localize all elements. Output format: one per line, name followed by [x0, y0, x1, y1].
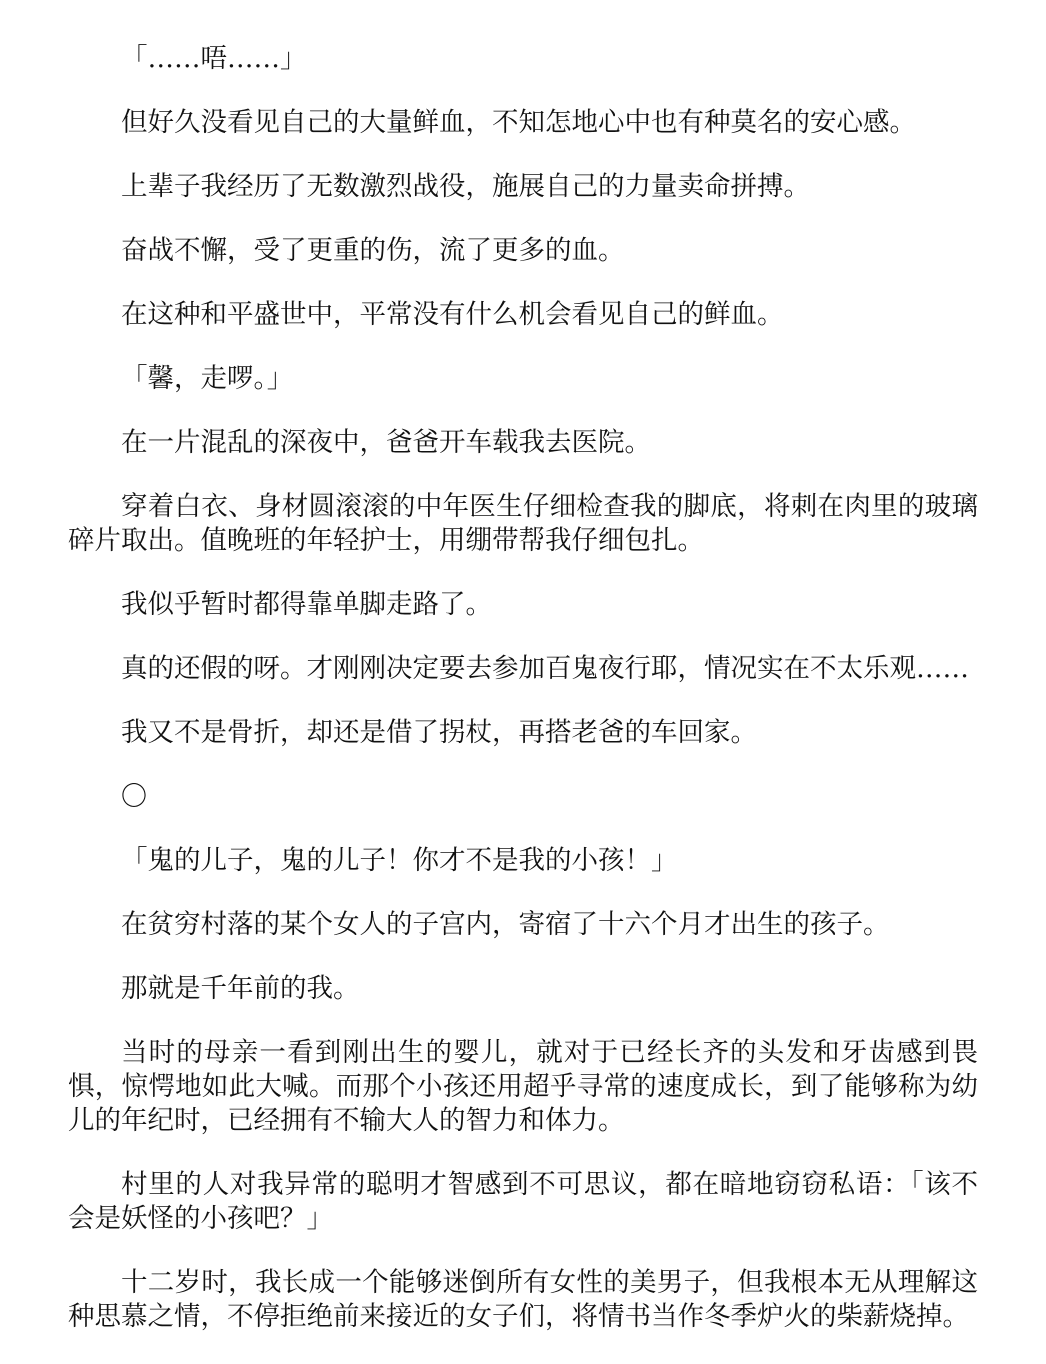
paragraph: 我似乎暂时都得靠单脚走路了。: [121, 589, 492, 620]
paragraph: 真的还假的呀。才刚刚决定要去参加百鬼夜行耶，情况实在不太乐观……: [121, 653, 969, 684]
paragraph: 「鬼的儿子，鬼的儿子！你才不是我的小孩！」: [121, 845, 678, 876]
paragraph: 奋战不懈，受了更重的伤，流了更多的血。: [121, 235, 625, 266]
paragraph: 上辈子我经历了无数激烈战役，施展自己的力量卖命拼搏。: [121, 171, 810, 202]
paragraph: 在一片混乱的深夜中，爸爸开车载我去医院。: [121, 427, 651, 458]
paragraph: 在这种和平盛世中，平常没有什么机会看见自己的鲜血。: [121, 299, 784, 330]
paragraph: 但好久没看见自己的大量鲜血，不知怎地心中也有种莫名的安心感。: [121, 107, 916, 138]
paragraph: 穿着白衣、身材圆滚滚的中年医生仔细检查我的脚底，将刺在肉里的玻璃碎片取出。值晚班的年轻护士，用绷带帮我仔细包扎。: [68, 491, 978, 556]
paragraph: 十二岁时，我长成一个能够迷倒所有女性的美男子，但我根本无从理解这种思慕之情，不停拒绝前来接近的女子们，将情书当作冬季炉火的柴薪烧掉。: [68, 1267, 978, 1332]
paragraph: 村里的人对我异常的聪明才智感到不可思议，都在暗地窃窃私语：「该不会是妖怪的小孩吧？」: [68, 1169, 978, 1234]
paragraph: 我又不是骨折，却还是借了拐杖，再搭老爸的车回家。: [121, 717, 757, 748]
paragraph: 「馨，走啰。」: [121, 363, 294, 394]
document-page: [68, 42, 978, 1364]
paragraph: 当时的母亲一看到刚出生的婴儿，就对于已经长齐的头发和牙齿感到畏惧，惊愕地如此大喊。而那个小孩还用超乎寻常的速度成长，到了能够称为幼儿的年纪时，已经拥有不输大人的智力和体力。: [68, 1037, 978, 1136]
section-separator: 〇: [121, 782, 148, 812]
paragraph: 在贫穷村落的某个女人的子宫内，寄宿了十六个月才出生的孩子。: [121, 909, 890, 940]
paragraph: 「……唔……」: [121, 43, 307, 74]
paragraph: 那就是千年前的我。: [121, 973, 360, 1004]
